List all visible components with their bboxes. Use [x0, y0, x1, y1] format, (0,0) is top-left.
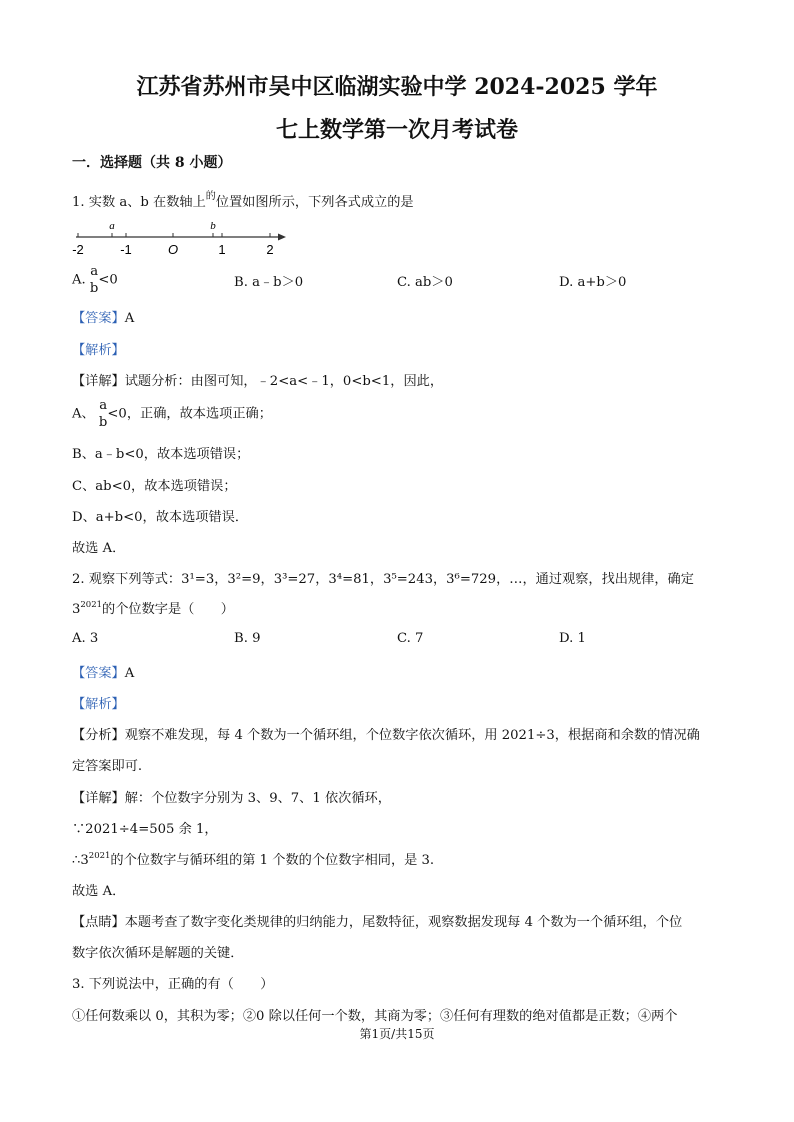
- fraction-numerator: a: [90, 264, 99, 279]
- tick-label--1: -1: [120, 242, 132, 257]
- detail-fraction-denominator: b: [98, 415, 108, 430]
- q1-detail-d: D、a+b<0，故本选项错误．: [72, 510, 249, 525]
- q1-stem-superscript-de: 的: [205, 191, 216, 202]
- q2-option-d: D. 1: [559, 631, 586, 646]
- detail-text: 解：个位数字分别为 3、9、7、1 依次循环，: [124, 791, 391, 806]
- q1-detail-c: C、ab<0，故本选项错误；: [72, 479, 237, 494]
- q2-stem-rest: 的个位数字是（ ）: [102, 602, 234, 617]
- q1-stem-part2: 位置如图所示，下列各式成立的是: [215, 195, 414, 210]
- q2-detail3-prefix: ∴3: [72, 853, 89, 868]
- section-heading: 一．选择题（共 8 小题）: [72, 155, 232, 171]
- q1-conclusion: 故选 A．: [72, 541, 126, 556]
- q3-items: ①任何数乘以 0，其积为零；②0 除以任何一个数，其商为零；③任何有理数的绝对值都是正数；④两个: [72, 1009, 678, 1024]
- dianjing-text: 本题考查了数字变化类规律的归纳能力，尾数特征，观察数据发现每 4 个数为一个循环组，个位: [124, 915, 683, 930]
- option-a-prefix: A.: [72, 272, 86, 288]
- q1-detail: [72, 370, 443, 389]
- detail-label: 【详解】: [72, 374, 125, 389]
- q2-option-a: A. 3: [72, 631, 99, 646]
- q2-conclusion: 故选 A．: [72, 884, 126, 899]
- document-title-line1: 江苏省苏州市吴中区临湖实验中学 2024-2025 学年: [136, 74, 658, 100]
- q2-detail-line3: [72, 849, 434, 868]
- q3-stem: 3. 下列说法中，正确的有（ ）: [72, 977, 274, 992]
- option-a-suffix: <0: [98, 272, 118, 288]
- analysis-label: 【解析】: [72, 343, 125, 358]
- q1-option-a: [72, 263, 118, 297]
- q2-fenxi-line2: 定答案即可.: [72, 759, 143, 774]
- q2-stem-line1: 2. 观察下列等式：3¹=3，3²=9，3³=27，3⁴=81，3⁵=243，3⁶=729，…，通过观察，找出规律，确定: [72, 572, 694, 587]
- q2-power-exponent: 2021: [80, 600, 103, 610]
- tick-label-2: 2: [266, 242, 274, 257]
- q2-detail3-exponent: 2021: [88, 851, 111, 861]
- q2-dianjing-line1: [72, 911, 682, 930]
- analysis-label: 【解析】: [72, 697, 125, 712]
- q2-fenxi-line1: [72, 724, 700, 743]
- q2-option-b: B. 9: [234, 631, 261, 646]
- q1-option-c: C. ab＞0: [397, 275, 453, 290]
- fenxi-label: 【分析】: [72, 728, 125, 743]
- q2-dianjing-line2: 数字依次循环是解题的关键．: [72, 946, 244, 961]
- fenxi-text: 观察不难发现，每 4 个数为一个循环组，个位数字依次循环，用 2021÷3，根据商和余数的情况确: [124, 728, 700, 743]
- q1-answer: [72, 307, 134, 326]
- q1-detail-b: B、a﹣b<0，故本选项错误；: [72, 447, 250, 462]
- answer-value: A: [124, 311, 135, 326]
- q2-detail-line2: ∵2021÷4=505 余 1，: [72, 822, 218, 837]
- detail-label: 【详解】: [72, 791, 125, 806]
- q2-option-c: C. 7: [397, 631, 424, 646]
- q1-detail-a: [72, 397, 272, 431]
- q1-analysis-label: [72, 339, 125, 358]
- answer-label: 【答案】: [72, 311, 125, 326]
- tick-label--2: -2: [72, 242, 84, 257]
- detail-a-prefix: A、: [72, 406, 95, 422]
- point-a-label: a: [109, 220, 115, 232]
- number-line-figure: [72, 215, 302, 260]
- answer-value: A: [124, 666, 135, 681]
- q1-stem-part1: 1. 实数 a、b 在数轴上: [72, 195, 206, 210]
- q2-stem-line2: [72, 598, 234, 617]
- fraction-denominator: b: [89, 281, 99, 296]
- dianjing-label: 【点睛】: [72, 915, 125, 930]
- page-footer: 第1页/共15页: [359, 1027, 435, 1041]
- q2-detail3-rest: 的个位数字与循环组的第 1 个数的个位数字相同，是 3.: [110, 853, 435, 868]
- detail-a-suffix: <0，正确，故本选项正确；: [107, 406, 272, 422]
- tick-label-1: 1: [218, 242, 226, 257]
- q2-answer: [72, 662, 134, 681]
- q1-stem: [72, 191, 414, 210]
- number-line-arrow: [278, 234, 286, 241]
- tick-label-origin: O: [167, 242, 179, 257]
- q2-analysis-label: [72, 693, 125, 712]
- q2-power-base: 3: [72, 602, 81, 617]
- document-title-line2: 七上数学第一次月考试卷: [275, 117, 518, 143]
- q1-option-d: D. a+b＞0: [559, 275, 627, 290]
- q1-option-b: B. a﹣b＞0: [234, 275, 304, 290]
- q2-detail-line1: [72, 787, 391, 806]
- point-b-label: b: [210, 220, 216, 232]
- answer-label: 【答案】: [72, 666, 125, 681]
- detail-fraction-numerator: a: [99, 398, 108, 413]
- detail-text: 试题分析：由图可知，﹣2<a<﹣1，0<b<1，因此，: [124, 374, 443, 389]
